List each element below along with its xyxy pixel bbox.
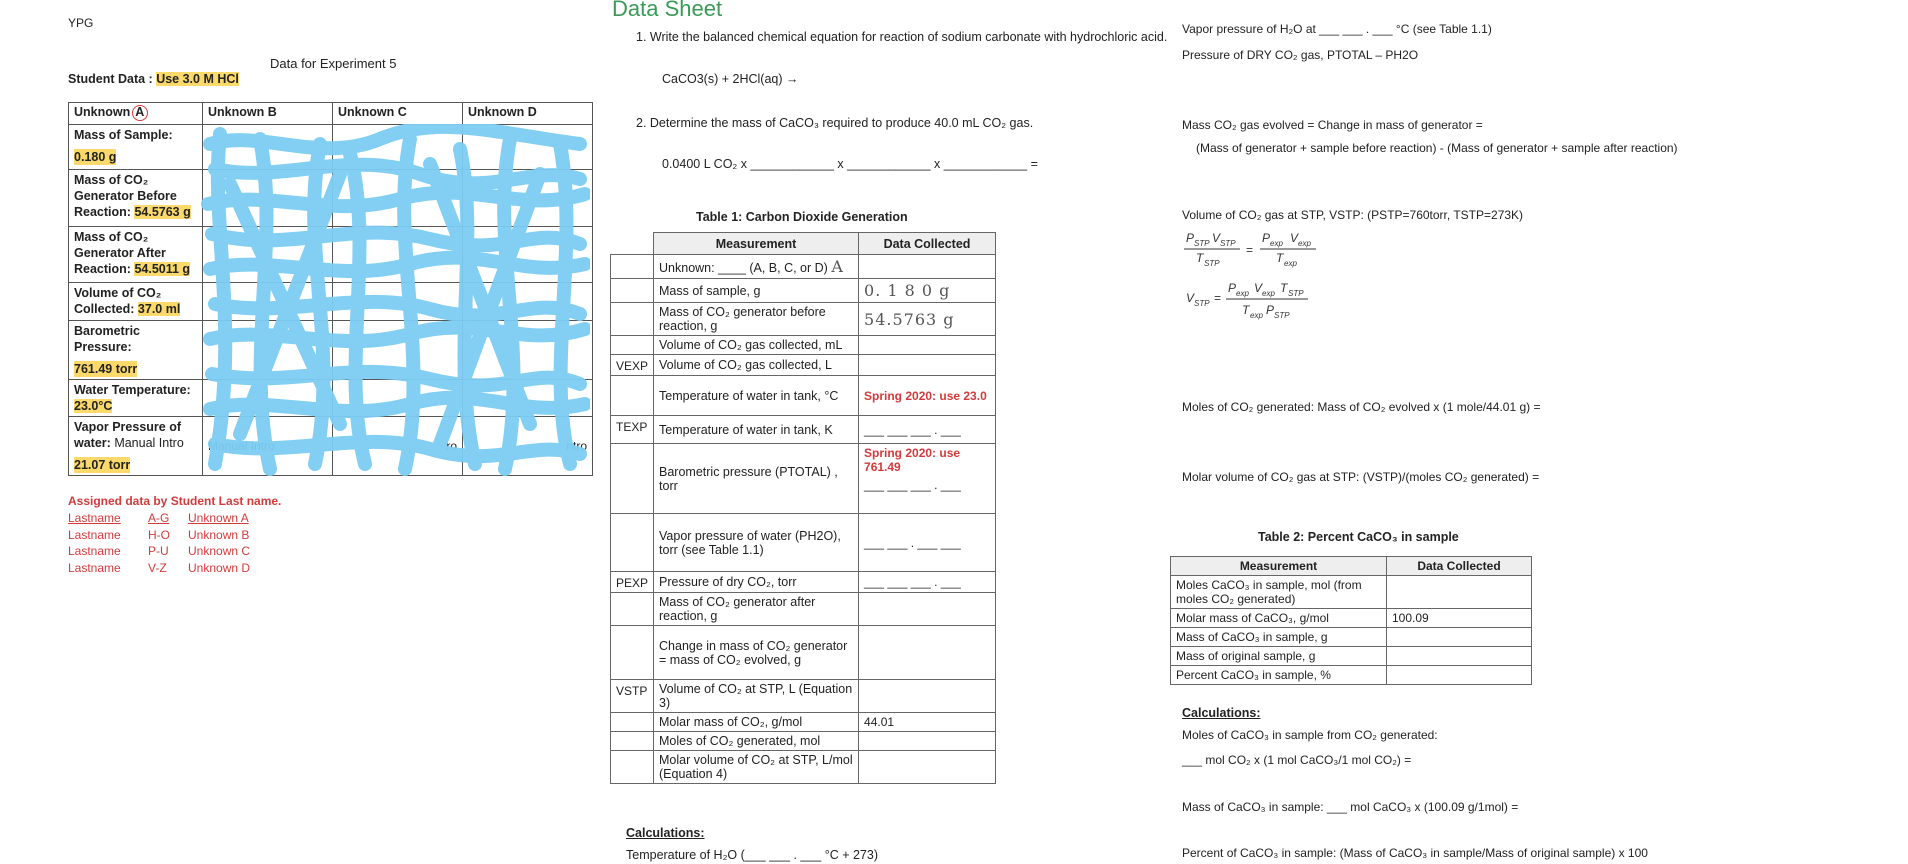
row-label: Mass of CO₂ Generator Before Reaction: bbox=[74, 173, 177, 219]
row-value: 54.5011 g bbox=[134, 262, 191, 276]
row-symbol bbox=[611, 376, 654, 416]
circled-letter: A bbox=[132, 105, 148, 121]
svg-text:STP: STP bbox=[1274, 311, 1290, 320]
row-measurement: Molar mass of CaCO₃, g/mol bbox=[1171, 609, 1387, 628]
row-symbol bbox=[611, 444, 654, 514]
row-label: Water Temperature: bbox=[74, 383, 191, 397]
table-2-title: Table 2: Percent CaCO₃ in sample bbox=[1258, 530, 1459, 544]
row-data bbox=[859, 680, 996, 713]
row-data bbox=[859, 279, 996, 303]
svg-text:exp: exp bbox=[1284, 259, 1297, 268]
svg-text:P: P bbox=[1262, 231, 1271, 245]
table-row bbox=[1171, 576, 1532, 609]
row-data: ___ ___ ___ . ___ bbox=[859, 416, 996, 444]
table-row bbox=[611, 680, 996, 713]
row-value: 54.5763 g bbox=[134, 205, 191, 219]
table-1 bbox=[610, 232, 996, 784]
table-row bbox=[611, 713, 996, 732]
data-collected-header: Data Collected bbox=[859, 233, 996, 255]
data-sheet-title: Data Sheet bbox=[612, 0, 723, 21]
redaction-scribble bbox=[200, 124, 590, 476]
row-measurement: Volume of CO₂ at STP, L (Equation 3) bbox=[654, 680, 859, 713]
svg-text:V: V bbox=[1186, 291, 1195, 305]
temperature-calc: Temperature of H₂O (___ ___ . ___ °C + 273) bbox=[626, 848, 879, 862]
svg-text:exp: exp bbox=[1262, 289, 1275, 298]
svg-text:V: V bbox=[1254, 281, 1263, 295]
assigned-row bbox=[68, 544, 281, 561]
svg-text:V: V bbox=[1290, 231, 1299, 245]
row-value: 761.49 torr bbox=[74, 362, 138, 376]
table-row bbox=[1171, 666, 1532, 685]
row-data: ___ ___ . ___ ___ bbox=[859, 514, 996, 572]
svg-text:STP: STP bbox=[1220, 239, 1236, 248]
row-symbol: TEXP bbox=[611, 416, 654, 444]
assigned-range: V-Z bbox=[148, 560, 167, 575]
row-data bbox=[859, 626, 996, 680]
row-symbol bbox=[611, 626, 654, 680]
row-data: 100.09 bbox=[1387, 609, 1532, 628]
obscured-note: Manual Intro bbox=[208, 439, 275, 453]
question-1: 1. Write the balanced chemical equation for reaction of sodium carbonate with hydrochloric acid. bbox=[636, 30, 1168, 44]
spring-note: Spring 2020: use 761.49 bbox=[864, 446, 961, 474]
table-2-header bbox=[1171, 557, 1532, 576]
student-data-label: Student Data : bbox=[68, 72, 157, 86]
row-symbol bbox=[611, 732, 654, 751]
row-data bbox=[1387, 647, 1532, 666]
svg-text:P: P bbox=[1186, 231, 1195, 245]
table-row bbox=[611, 626, 996, 680]
moles-co2-line: Moles of CO₂ generated: Mass of CO₂ evolved x (1 mole/44.01 g) = bbox=[1182, 400, 1541, 414]
row-measurement: Change in mass of CO₂ generator = mass of CO₂ evolved, g bbox=[654, 626, 859, 680]
row-measurement: Temperature of water in tank, °C bbox=[654, 376, 859, 416]
row-data bbox=[859, 444, 996, 514]
table-row bbox=[611, 279, 996, 303]
table-row bbox=[611, 572, 996, 593]
mass-evolved-line: Mass CO₂ gas evolved = Change in mass of generator = bbox=[1182, 118, 1483, 132]
assigned-name: Lastname bbox=[68, 527, 121, 542]
unknown-b-header: Unknown B bbox=[203, 103, 333, 125]
row-value: 0.180 g bbox=[74, 150, 117, 164]
row-note: Manual Intro bbox=[114, 436, 184, 450]
row-measurement: Mass of CO₂ generator after reaction, g bbox=[654, 593, 859, 626]
row-measurement: Molar mass of CO₂, g/mol bbox=[654, 713, 859, 732]
row-measurement: Percent CaCO₃ in sample, % bbox=[1171, 666, 1387, 685]
calc-line-2: ___ mol CO₂ x (1 mol CaCO₃/1 mol CO₂) = bbox=[1182, 753, 1412, 767]
vapor-pressure-line: Vapor pressure of H₂O at ___ ___ . ___ °C (see Table 1.1) bbox=[1182, 22, 1492, 36]
row-data: Spring 2020: use 23.0 bbox=[859, 376, 996, 416]
row-symbol: VEXP bbox=[611, 355, 654, 376]
row-symbol bbox=[611, 713, 654, 732]
row-measurement: Moles of CO₂ generated, mol bbox=[654, 732, 859, 751]
row-symbol bbox=[611, 593, 654, 626]
assigned-name: Lastname bbox=[68, 560, 121, 575]
svg-text:STP: STP bbox=[1204, 259, 1220, 268]
svg-text:STP: STP bbox=[1194, 299, 1210, 308]
row-data bbox=[859, 336, 996, 355]
row-data: 44.01 bbox=[859, 713, 996, 732]
svg-text:STP: STP bbox=[1194, 239, 1210, 248]
table-row bbox=[1171, 628, 1532, 647]
row-data bbox=[859, 732, 996, 751]
unknowns-header-row bbox=[69, 103, 593, 125]
assigned-name: Lastname bbox=[68, 511, 121, 525]
experiment-title: Data for Experiment 5 bbox=[270, 56, 397, 71]
row-measurement: Barometric pressure (PTOTAL) , torr bbox=[654, 444, 859, 514]
equation-line: CaCO3(s) + 2HCl(aq) → bbox=[662, 72, 799, 86]
handwritten-value: 0. 1 8 0 g bbox=[864, 281, 951, 300]
svg-text:=: = bbox=[1214, 291, 1222, 305]
calc-line-3: Mass of CaCO₃ in sample: ___ mol CaCO₃ x (100.09 g/1mol) = bbox=[1182, 800, 1519, 814]
row-label: Volume of CO₂ Collected: bbox=[74, 286, 162, 316]
table-1-title: Table 1: Carbon Dioxide Generation bbox=[696, 210, 908, 224]
handwritten-value: 54.5763 g bbox=[864, 309, 955, 329]
measurement-header: Measurement bbox=[654, 233, 859, 255]
table-2 bbox=[1170, 556, 1532, 685]
row-measurement: Volume of CO₂ gas collected, mL bbox=[654, 336, 859, 355]
row-measurement-text: Unknown: ____ (A, B, C, or D) bbox=[659, 261, 828, 275]
svg-text:exp: exp bbox=[1298, 239, 1311, 248]
gas-law-formula bbox=[1182, 226, 1352, 326]
table-row bbox=[611, 593, 996, 626]
svg-text:STP: STP bbox=[1288, 289, 1304, 298]
row-measurement: Volume of CO₂ gas collected, L bbox=[654, 355, 859, 376]
row-label: Mass of CO₂ Generator After Reaction: bbox=[74, 230, 166, 276]
row-value: 21.07 torr bbox=[74, 458, 131, 472]
conversion-line: 0.0400 L CO₂ x ____________ x ____________ x ____________ = bbox=[662, 157, 1038, 171]
row-symbol bbox=[611, 751, 654, 784]
row-measurement bbox=[654, 255, 859, 279]
table-row bbox=[1171, 647, 1532, 666]
blank-line: ___ ___ ___ . ___ bbox=[864, 478, 961, 492]
table-1-header bbox=[611, 233, 996, 255]
header-label: YPG bbox=[68, 16, 94, 30]
svg-text:exp: exp bbox=[1236, 289, 1249, 298]
row-label: Mass of Sample: bbox=[74, 128, 173, 142]
calculations-label: Calculations: bbox=[626, 826, 705, 840]
table-row bbox=[1171, 609, 1532, 628]
student-data bbox=[68, 72, 239, 86]
table-row bbox=[611, 732, 996, 751]
measurement-header: Measurement bbox=[1171, 557, 1387, 576]
svg-text:T: T bbox=[1196, 251, 1204, 265]
row-measurement: Vapor pressure of water (PH2O), torr (see Table 1.1) bbox=[654, 514, 859, 572]
svg-text:exp: exp bbox=[1250, 311, 1263, 320]
molar-volume-line: Molar volume of CO₂ gas at STP: (VSTP)/(moles CO₂ generated) = bbox=[1182, 470, 1540, 484]
row-measurement: Mass of CO₂ generator before reaction, g bbox=[654, 303, 859, 336]
assigned-range: A-G bbox=[148, 511, 170, 525]
row-data bbox=[1387, 576, 1532, 609]
assigned-row bbox=[68, 561, 281, 578]
row-symbol bbox=[611, 303, 654, 336]
assigned-name: Lastname bbox=[68, 544, 121, 558]
unknown-d-header: Unknown D bbox=[463, 103, 593, 125]
student-data-value: Use 3.0 M HCl bbox=[156, 72, 239, 86]
mass-detail-line: (Mass of generator + sample before reaction) - (Mass of generator + sample after reaction) bbox=[1196, 141, 1678, 155]
assigned-range: H-O bbox=[148, 527, 170, 542]
assigned-range: P-U bbox=[148, 544, 169, 558]
svg-text:P: P bbox=[1266, 303, 1275, 317]
row-data bbox=[859, 593, 996, 626]
row-measurement: Mass of original sample, g bbox=[1171, 647, 1387, 666]
row-data: ___ ___ ___ . ___ bbox=[859, 572, 996, 593]
row-label: Barometric Pressure: bbox=[74, 324, 140, 354]
assigned-heading: Assigned data by Student Last name. bbox=[68, 494, 282, 508]
assigned-row bbox=[68, 528, 281, 545]
calculations-label: Calculations: bbox=[1182, 706, 1261, 720]
svg-text:T: T bbox=[1242, 303, 1250, 317]
row-symbol bbox=[611, 336, 654, 355]
row-measurement: Molar volume of CO₂ at STP, L/mol (Equation 4) bbox=[654, 751, 859, 784]
table-row bbox=[611, 355, 996, 376]
row-symbol bbox=[611, 255, 654, 279]
table-row bbox=[611, 376, 996, 416]
unknown-c-header: Unknown C bbox=[333, 103, 463, 125]
svg-text:P: P bbox=[1228, 281, 1237, 295]
row-measurement: Moles CaCO₃ in sample, mol (from moles CO₂ generated) bbox=[1171, 576, 1387, 609]
row-symbol: PEXP bbox=[611, 572, 654, 593]
row-data bbox=[1387, 666, 1532, 685]
svg-text:T: T bbox=[1280, 281, 1288, 295]
row-measurement: Pressure of dry CO₂, torr bbox=[654, 572, 859, 593]
table-row bbox=[611, 336, 996, 355]
calc-line-4: Percent of CaCO₃ in sample: (Mass of CaCO₃ in sample/Mass of original sample) x 100 bbox=[1182, 846, 1648, 860]
svg-text:=: = bbox=[1246, 243, 1254, 257]
row-measurement: Mass of CaCO₃ in sample, g bbox=[1171, 628, 1387, 647]
row-value: 23.0°C bbox=[74, 399, 113, 413]
assigned-unknown: Unknown C bbox=[188, 544, 251, 558]
svg-text:V: V bbox=[1212, 231, 1221, 245]
data-collected-header: Data Collected bbox=[1387, 557, 1532, 576]
table-row bbox=[611, 751, 996, 784]
table-row bbox=[611, 303, 996, 336]
table-row bbox=[611, 514, 996, 572]
row-measurement: Mass of sample, g bbox=[654, 279, 859, 303]
svg-text:T: T bbox=[1276, 251, 1284, 265]
row-symbol bbox=[611, 514, 654, 572]
row-symbol: VSTP bbox=[611, 680, 654, 713]
table-row bbox=[611, 444, 996, 514]
obscured-note: ro bbox=[446, 439, 457, 453]
row-data bbox=[1387, 628, 1532, 647]
volume-stp-line: Volume of CO₂ gas at STP, VSTP: (PSTP=760torr, TSTP=273K) bbox=[1182, 208, 1524, 222]
assigned-row bbox=[68, 511, 281, 528]
row-label: Vapor Pressure of water: bbox=[74, 420, 181, 450]
question-2: 2. Determine the mass of CaCO₃ required to produce 40.0 mL CO₂ gas. bbox=[636, 116, 1034, 130]
assigned-data bbox=[68, 494, 281, 577]
row-symbol bbox=[611, 279, 654, 303]
row-measurement: Temperature of water in tank, K bbox=[654, 416, 859, 444]
dry-pressure-line: Pressure of DRY CO₂ gas, PTOTAL – PH2O bbox=[1182, 48, 1419, 62]
unknown-a-header-text: Unknown bbox=[74, 105, 134, 119]
calc-line-1: Moles of CaCO₃ in sample from CO₂ generated: bbox=[1182, 728, 1438, 742]
table-row bbox=[611, 416, 996, 444]
svg-text:exp: exp bbox=[1270, 239, 1283, 248]
handwritten-value: A bbox=[831, 257, 844, 276]
row-value: 37.0 ml bbox=[137, 302, 181, 316]
assigned-unknown: Unknown B bbox=[188, 527, 250, 542]
obscured-note: ntro bbox=[566, 439, 587, 453]
row-data bbox=[859, 751, 996, 784]
assigned-unknown: Unknown A bbox=[188, 511, 249, 525]
assigned-unknown: Unknown D bbox=[188, 560, 251, 575]
unknown-a-header bbox=[69, 103, 203, 125]
row-data bbox=[859, 255, 996, 279]
row-data bbox=[859, 355, 996, 376]
table-row bbox=[611, 255, 996, 279]
row-data bbox=[859, 303, 996, 336]
